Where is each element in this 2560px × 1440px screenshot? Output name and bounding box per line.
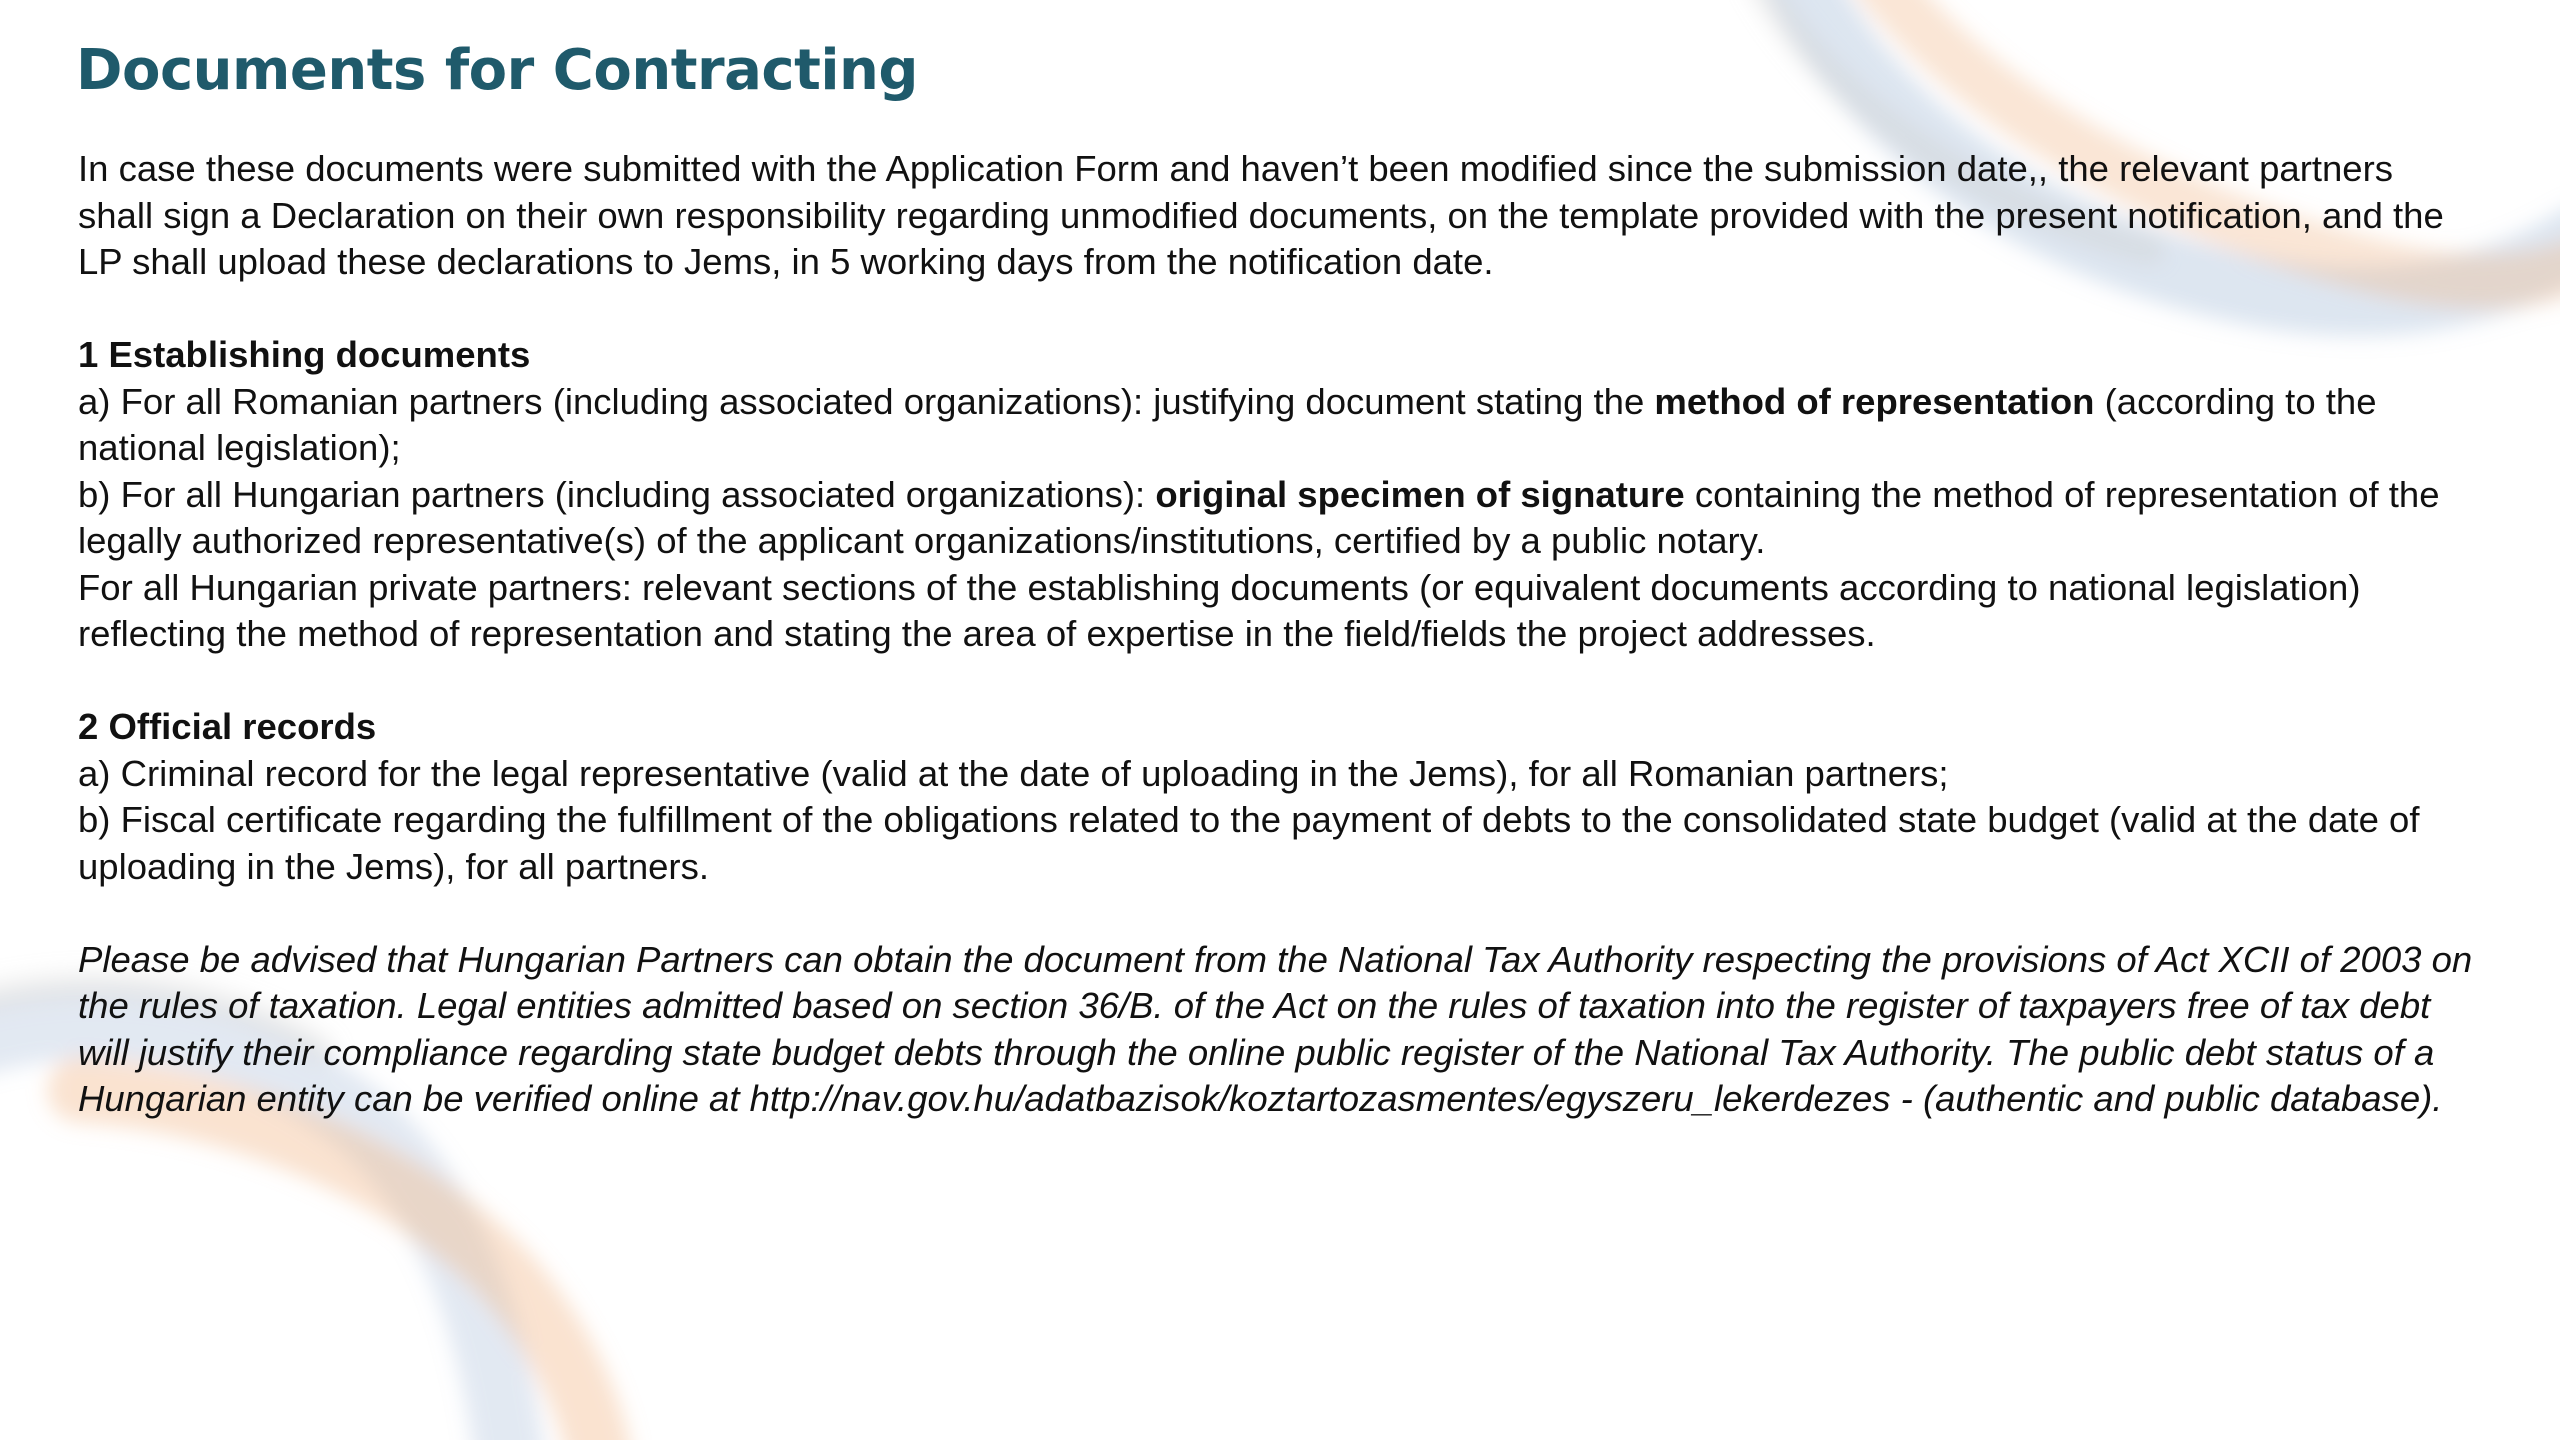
section-2-item-a: a) Criminal record for the legal representative (valid at the date of uploading in the Jems), for all Romanian partners;	[78, 752, 1949, 794]
section-1-item-b: b) For all Hungarian partners (including associated organizations): original specimen of signature containing the method of representation of the legally authorized representative(s) of the applicant organizations/institutions, certified by a public notary.	[78, 473, 2440, 561]
page-title: Documents for Contracting	[76, 38, 918, 103]
section-1-heading: 1 Establishing documents	[78, 334, 531, 375]
slide-body	[78, 146, 2478, 1123]
section-2-item-b: b) Fiscal certificate regarding the fulfillment of the obligations related to the payment of debts to the consolidated state budget (valid at the date of uploading in the Jems), for all partners.	[78, 799, 2420, 887]
intro-paragraph: In case these documents were submitted with the Application Form and haven’t been modified since the submission date,, the relevant partners shall sign a Declaration on their own responsibility regarding unmodified documents, on the template provided with the present notification, and the LP shall upload these declarations to Jems, in 5 working days from the notification date.	[78, 148, 2444, 282]
tax-authority-note: Please be advised that Hungarian Partners can obtain the document from the National Tax Authority respecting the provisions of Act XCII of 2003 on the rules of taxation. Legal entities admitted based on section 36/B. of the Act on the rules of taxation into the register of taxpayers free of tax debt will justify their compliance regarding state budget debts through the online public register of the National Tax Authority. The public debt status of a Hungarian entity can be verified online at http://nav.gov.hu/adatbazisok/koztartozasmentes/egyszeru_lekerdezes - (authentic and public database).	[78, 938, 2473, 1119]
section-1-item-c: For all Hungarian private partners: relevant sections of the establishing documents (or equivalent documents according to national legislation) reflecting the method of representation and stating the area of expertise in the field/fields the project addresses.	[78, 566, 2361, 654]
spacer	[78, 890, 2478, 937]
section-1-item-a: a) For all Romanian partners (including associated organizations): justifying document stating the method of representation (according to the national legislation);	[78, 380, 2377, 468]
spacer	[78, 286, 2478, 333]
spacer	[78, 658, 2478, 705]
section-2-heading: 2 Official records	[78, 706, 377, 747]
